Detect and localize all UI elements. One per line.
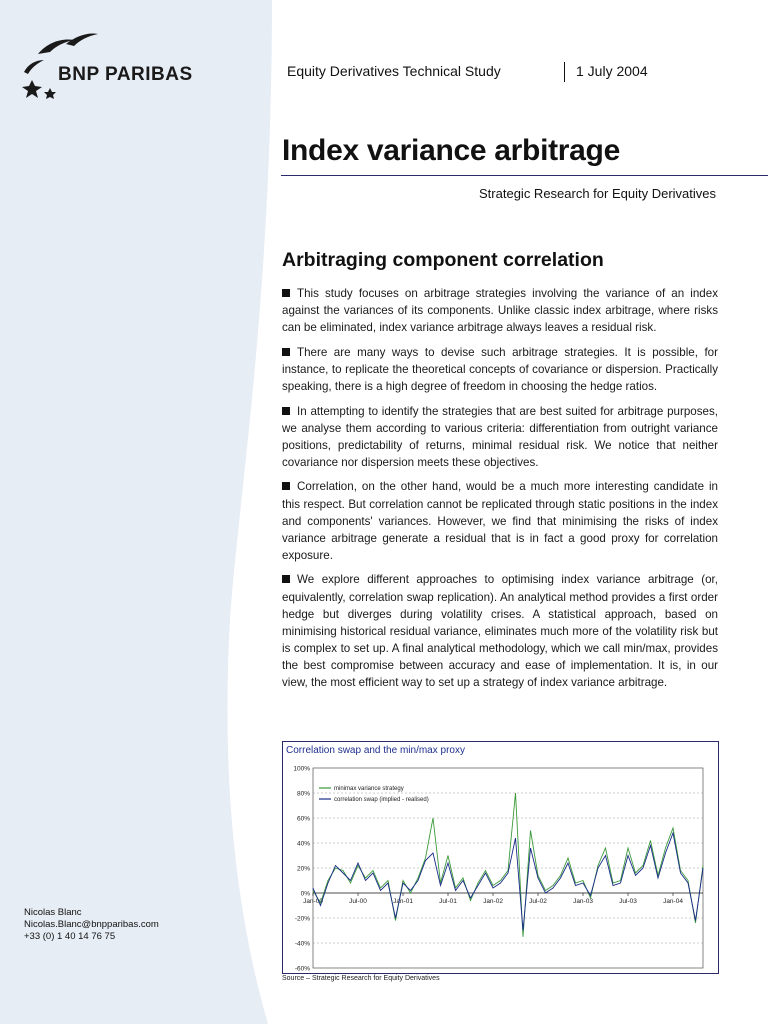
chart-title: Correlation swap and the min/max proxy [286, 745, 465, 756]
y-tick-label: 40% [296, 840, 310, 848]
author-name: Nicolas Blanc [24, 907, 82, 918]
legend-label: minimax variance strategy [334, 786, 404, 793]
bullet-icon [282, 289, 290, 297]
y-tick-label: 80% [296, 790, 310, 798]
bullet-icon [282, 482, 290, 490]
summary-paragraph [282, 403, 718, 471]
y-tick-label: 0% [300, 890, 310, 898]
bullet-icon [282, 575, 290, 583]
y-tick-label: 60% [296, 815, 310, 823]
bullet-icon [282, 407, 290, 415]
x-tick-label: Jul-00 [349, 898, 367, 905]
author-email[interactable]: Nicolas.Blanc@bnpparibas.com [24, 919, 159, 930]
y-tick-label: -60% [294, 965, 310, 973]
section-heading: Arbitraging component correlation [282, 249, 604, 271]
y-tick-label: -20% [294, 915, 310, 923]
paragraph-text: We explore different approaches to optimising index variance arbitrage (or, equivalently, correlation swap replication). An analytical method provides a first order hedge but diverges during volatility crises. A statistical approach, based on minimising historical residual variance, eliminates much more of the volatility risk but is complex to set up. A final analytical methodology, which we call min/max, provides the best compromise between accuracy and ease of implementation. It is, in our view, the most efficient way to set up a strategy of index variance arbitrage. [282, 573, 718, 689]
chart-source: Source – Strategic Research for Equity Derivatives [282, 975, 440, 982]
legend-label: correlation swap (implied - realised) [334, 797, 429, 804]
paragraph-text: There are many ways to devise such arbitrage strategies. It is possible, for instance, to replicate the theoretical concepts of covariance or dispersion. Practically speaking, there is a high degree of freedom in choosing the hedge ratios. [282, 345, 718, 393]
title-divider [281, 175, 768, 176]
paragraph-text: This study focuses on arbitrage strategies involving the variance of an index against the variances of its components. Unlike classic index arbitrage, where risks can be eliminated, index variance arbitrage always leaves a residual risk. [282, 287, 718, 335]
page-title: Index variance arbitrage [282, 134, 620, 167]
brand-name: BNP PARIBAS [58, 64, 193, 85]
x-tick-label: Jul-02 [529, 898, 547, 905]
study-type: Equity Derivatives Technical Study [287, 63, 501, 79]
bullet-icon [282, 348, 290, 356]
page-subtitle: Strategic Research for Equity Derivatives [479, 186, 716, 201]
x-tick-label: Jan-04 [663, 898, 683, 905]
header-separator [564, 62, 565, 82]
y-tick-label: 100% [293, 765, 310, 773]
x-tick-label: Jan-01 [393, 898, 413, 905]
summary-paragraph [282, 285, 718, 336]
author-contact [24, 907, 159, 943]
x-tick-label: Jan-02 [483, 898, 503, 905]
publication-date: 1 July 2004 [576, 63, 648, 79]
paragraph-text: Correlation, on the other hand, would be a much more interesting candidate in this respect. But correlation cannot be replicated through static positions in the index and components' variances. However, we find that minimising the risks of index variance arbitrage generate a residual that is in fact a good proxy for correlation exposure. [282, 480, 718, 562]
summary-paragraph [282, 344, 718, 395]
x-tick-label: Jul-03 [619, 898, 637, 905]
chart-frame [282, 741, 719, 974]
summary-paragraph [282, 478, 718, 563]
paragraph-text: In attempting to identify the strategies that are best suited for arbitrage purposes, we analyse them according to various criteria: differentiation from outright variance positions, predictability of returns, minimal residual risk. We notice that neither covariance nor dispersion meets these objectives. [282, 404, 718, 469]
author-phone: +33 (0) 1 40 14 76 75 [24, 931, 116, 942]
summary-body [282, 285, 718, 699]
y-tick-label: -40% [294, 940, 310, 948]
summary-paragraph [282, 571, 718, 691]
x-tick-label: Jul-01 [439, 898, 457, 905]
x-tick-label: Jan-00 [303, 898, 323, 905]
y-tick-label: 20% [296, 865, 310, 873]
x-tick-label: Jan-03 [573, 898, 593, 905]
correlation-chart [283, 742, 718, 973]
